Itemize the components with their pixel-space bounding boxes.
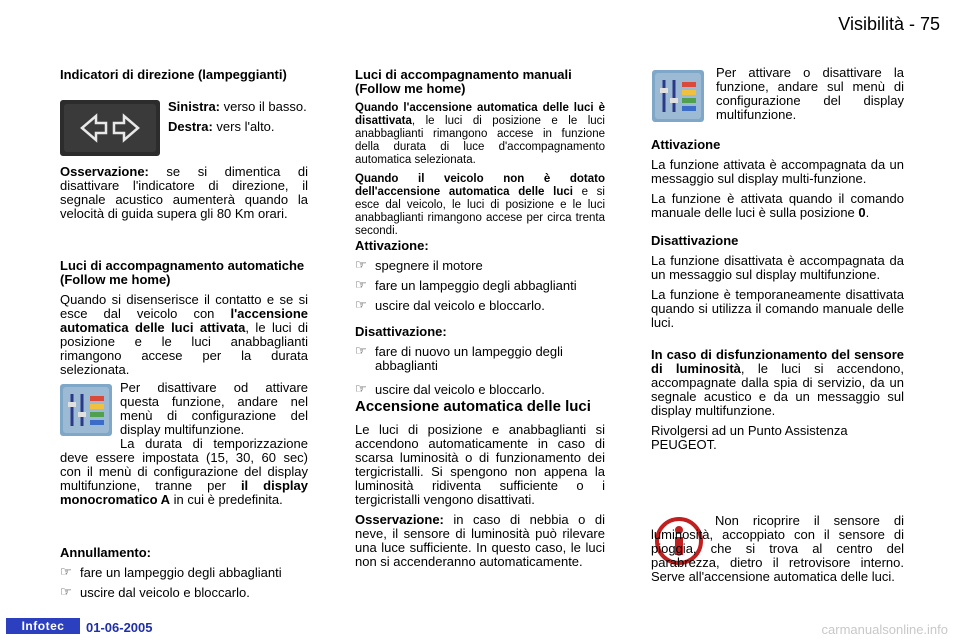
left-label: Sinistra:	[168, 99, 221, 114]
infotec-logo: Infotec	[6, 618, 80, 634]
p2-text: e si esce dal veicolo, le luci di posizione e le luci anabbaglianti rimangono accese per circa trenta secondi.	[355, 186, 605, 237]
deactivation-list	[355, 345, 605, 397]
list-item: ☞ uscire dal veicolo e bloccarlo.	[355, 297, 545, 313]
manual-follow-heading: Luci di accompagnamento manuali (Follow me home)	[355, 67, 572, 96]
pointing-hand-icon: ☞	[355, 297, 367, 312]
column-3	[651, 138, 904, 458]
multifunction-display-menu-icon	[652, 70, 704, 122]
list-item: ☞ spegnere il motore	[355, 257, 483, 273]
cancel-list	[60, 566, 308, 600]
pointing-hand-icon: ☞	[60, 564, 72, 579]
list-item: ☞ uscire dal veicolo e bloccarlo.	[60, 584, 250, 600]
pointing-hand-icon: ☞	[355, 257, 367, 272]
multifunction-display-menu-icon	[60, 384, 112, 436]
auto-text-a: Quando si disenserisce il contatto e se si esce dal veicolo con	[60, 292, 308, 321]
pointing-hand-icon: ☞	[60, 584, 72, 599]
activation-heading: Attivazione:	[355, 238, 429, 253]
right-text: vers l'alto.	[212, 119, 275, 134]
disable-text: Per disattivare od attivare questa funzione, andare nel menù di configurazione del display multifunzione.	[120, 380, 308, 437]
watermark: carmanualsonline.info	[821, 622, 948, 637]
column-1	[60, 68, 308, 88]
deactivation-heading: Disattivazione:	[355, 324, 447, 339]
activation-p2-b: .	[865, 205, 870, 220]
auto-lights-heading: Accensione automatica delle luci	[355, 398, 591, 415]
pointing-hand-icon: ☞	[355, 343, 367, 358]
list-item: ☞ fare un lampeggio degli abbaglianti	[355, 277, 577, 293]
auto-lights-text: Le luci di posizione e anabbaglianti si accendono automaticamente in caso di scarsa luminosità o di funzionamento dei tergicristalli. Si spengono non appena la luminosità ridiventa sufficiente o i tergicristalli vengono disattivati.	[355, 422, 605, 507]
cancel-heading: Annullamento:	[60, 545, 151, 560]
fault-text: , le luci si accendono, accompagnate dalla spia di servizio, da un segnale acustico e da un messaggio sul display multifunzione.	[651, 361, 905, 418]
activation-p2-a: La funzione è attivata quando il comando manuale delle luci è sulla posizione	[651, 191, 904, 220]
contact-text: Rivolgersi ad un Punto Assistenza PEUGEOT.	[651, 423, 848, 452]
note-text-2: in caso di nebbia o di neve, il sensore di luminosità può rilevare una luce sufficiente. In questo caso, le luci non si accenderanno automaticamente.	[355, 512, 605, 569]
left-text: verso il basso.	[220, 99, 307, 114]
deactivation-p2: La funzione è temporaneamente disattivata quando si utilizza il comando manuale delle luci.	[651, 287, 904, 330]
turn-indicator-arrows-icon	[60, 100, 160, 156]
note-label: Osservazione:	[60, 164, 149, 179]
column-2	[355, 68, 605, 244]
activation-heading-3: Attivazione	[651, 137, 721, 152]
activate-text: Per attivare o disattivare la funzione, andare sul menù di configurazione del display multifunzione.	[716, 65, 904, 122]
deactivation-heading-3: Disattivazione	[651, 233, 739, 248]
fault-bold: In caso di disfunzionamento del sensore di luminosità	[651, 347, 904, 376]
list-item: ☞ fare un lampeggio degli abbaglianti	[60, 564, 282, 580]
p2-bold: Quando il veicolo non è dotato dell'accensione automatica delle luci	[355, 173, 605, 198]
page-title: Visibilità - 75	[838, 14, 940, 34]
warning-text: Non ricoprire il sensore di luminosità, accoppiato con il sensore di pioggia, che si trova al centro del parabrezza, dietro il retrovisore interno. Serve all'accensione automatica delle luci.	[651, 513, 904, 584]
p1-text: , le luci di posizione e le luci anabbaglianti rimangono accese in funzione della durata di luce d'accompagnamento automatica selezionata.	[355, 115, 605, 166]
indicators-heading: Indicatori di direzione (lampeggianti)	[60, 67, 287, 82]
pointing-hand-icon: ☞	[355, 381, 367, 396]
duration-text-bold: il display monocromatico A	[60, 478, 308, 507]
p1-bold: Quando l'accensione automatica delle luci è disattivata	[355, 102, 605, 127]
note-text: se si dimentica di disattivare l'indicatore di direzione, il segnale acustico aumenterà quando la velocità di guida supera gli 80 Km orari.	[60, 164, 308, 221]
activation-list	[355, 259, 605, 313]
deactivation-p1: La funzione disattivata è accompagnata da un messaggio sul display multifunzione.	[651, 253, 904, 282]
duration-text-b: in cui è predefinita.	[170, 492, 283, 507]
activation-p2-bold: 0	[858, 205, 866, 220]
note-label-2: Osservazione:	[355, 512, 444, 527]
activation-p1: La funzione attivata è accompagnata da un messaggio sul display multi-funzione.	[651, 157, 904, 186]
pointing-hand-icon: ☞	[355, 277, 367, 292]
auto-text-bold: l'accensione automatica delle luci attivata	[60, 306, 308, 335]
footer-date: 01-06-2005	[86, 620, 153, 635]
list-item: ☞ fare di nuovo un lampeggio degli abbaglianti	[355, 343, 563, 373]
auto-follow-heading: Luci di accompagnamento automatiche (Follow me home)	[60, 258, 305, 287]
auto-text-b: , le luci di posizione e le luci anabbaglianti rimangono accese per la durata selezionata.	[60, 320, 308, 377]
right-label: Destra:	[168, 119, 213, 134]
duration-text-a: La durata di temporizzazione deve essere impostata (15, 30, 60 sec) con il menù di configurazione del display multifunzione, tranne per	[60, 436, 308, 493]
list-item: ☞ uscire dal veicolo e bloccarlo.	[355, 381, 545, 397]
